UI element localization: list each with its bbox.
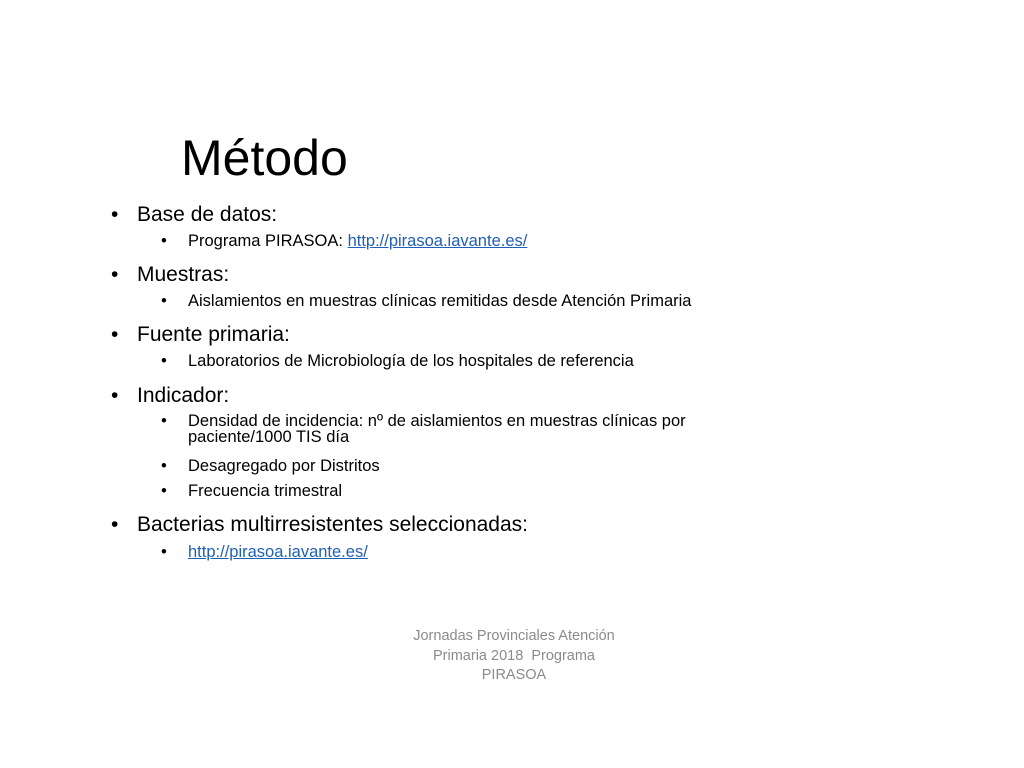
bullet-label: Fuente primaria: (137, 323, 290, 346)
bullet-dot-icon: • (111, 263, 119, 286)
pirasoa-link[interactable]: http://pirasoa.iavante.es/ (347, 232, 528, 250)
bullet-dot-icon: • (111, 203, 119, 226)
sub-bullet-text: Aislamientos en muestras clínicas remitidas desde Atención Primaria (188, 292, 692, 310)
bullet-fuente-primaria (113, 322, 290, 348)
bullet-bacterias (113, 512, 528, 538)
sub-bullet-line-1: Densidad de incidencia: nº de aislamientos en muestras clínicas por (188, 412, 686, 430)
sub-bullet-frecuencia (163, 482, 803, 501)
sub-bullet-dot-icon: • (161, 482, 167, 500)
bullet-dot-icon: • (111, 323, 119, 346)
sub-bullet-dot-icon: • (161, 543, 167, 561)
bullet-dot-icon: • (111, 513, 119, 536)
sub-bullet-distritos (163, 457, 803, 476)
sub-bullet-dot-icon: • (161, 352, 167, 370)
footer-line-3: PIRASOA (481, 667, 547, 683)
sub-bullet-programa (163, 232, 803, 251)
sub-bullet-text (188, 232, 803, 251)
sub-bullet-dot-icon: • (161, 457, 167, 475)
slide-title: Método (181, 130, 348, 186)
sub-bullet-text: Laboratorios de Microbiología de los hospitales de referencia (188, 352, 634, 370)
footer-line-1: Jornadas Provinciales Atención (413, 628, 615, 644)
sub-bullet-densidad (163, 413, 803, 445)
sub-bullet-text (188, 543, 803, 562)
bullet-base-de-datos (113, 202, 277, 228)
sub-bullet-text: Desagregado por Distritos (188, 457, 380, 475)
sub-bullet-dot-icon: • (161, 232, 167, 250)
bullet-label: Muestras: (137, 263, 230, 286)
sub-bullet-text: Frecuencia trimestral (188, 482, 343, 500)
sub-bullet-aislamientos (163, 292, 803, 311)
footer-line-2: Primaria 2018 Programa (433, 647, 595, 664)
bullet-indicador (113, 383, 229, 409)
pirasoa-link[interactable]: http://pirasoa.iavante.es/ (188, 543, 368, 561)
bullet-muestras (113, 262, 229, 288)
bullet-dot-icon: • (111, 384, 119, 407)
sub-bullet-prefix: Programa PIRASOA: (188, 232, 348, 250)
slide-footer (384, 627, 644, 686)
sub-bullet-dot-icon: • (161, 292, 167, 310)
sub-bullet-line-2: paciente/1000 TIS día (188, 428, 350, 446)
bullet-label: Indicador: (137, 384, 230, 407)
sub-bullet-link (163, 543, 803, 562)
bullet-label: Base de datos: (137, 203, 278, 226)
sub-bullet-laboratorios (163, 352, 803, 371)
sub-bullet-dot-icon: • (161, 412, 167, 430)
bullet-label: Bacterias multirresistentes seleccionadas: (137, 513, 529, 536)
